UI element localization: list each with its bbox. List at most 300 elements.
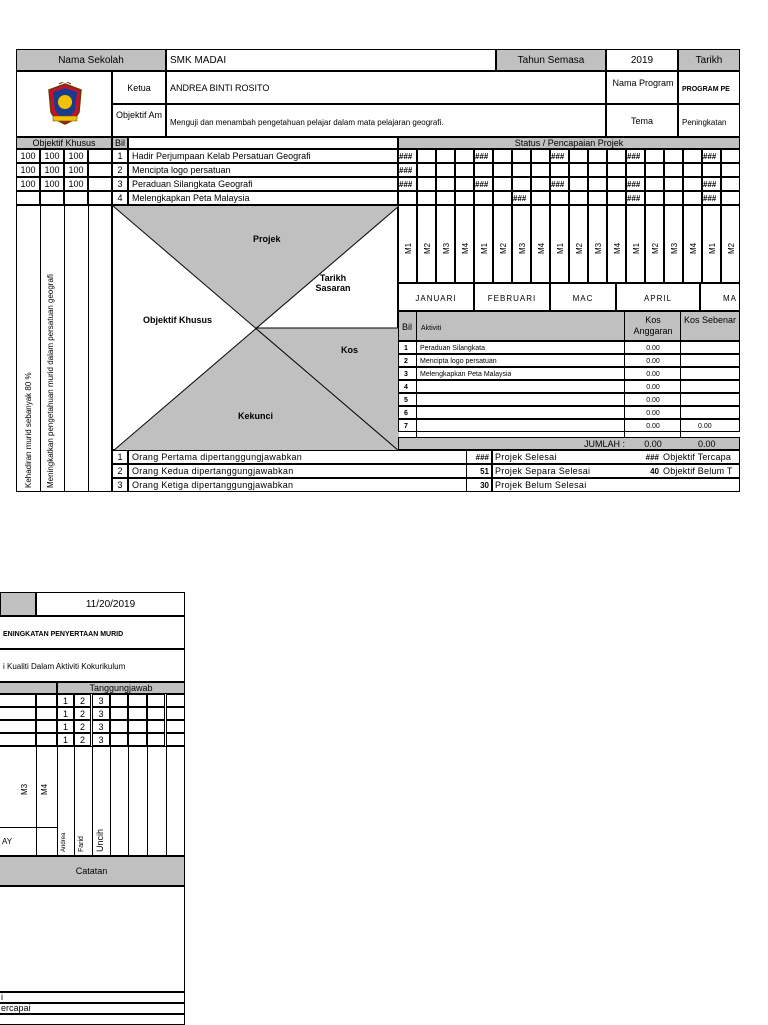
- s2-blank: [36, 733, 57, 746]
- status-hash: ###: [703, 152, 717, 161]
- status-hash: ###: [475, 152, 489, 161]
- s2-name-uncih: Uncih: [95, 828, 105, 852]
- status-cell: [493, 163, 512, 177]
- week-cell: [455, 205, 474, 283]
- s2-blank: [128, 733, 147, 746]
- s2-catatan-header: [0, 856, 185, 886]
- week-label: M3: [670, 242, 679, 254]
- week-label: M1: [708, 242, 717, 254]
- s2-blank: [0, 720, 36, 733]
- status-cell: [607, 149, 626, 163]
- status-cell: [721, 177, 740, 191]
- week-cell: [474, 205, 493, 283]
- status-cell: [417, 163, 436, 177]
- s2-num-cell: [57, 694, 74, 707]
- activity-name: Mencipta logo persatuan: [420, 358, 497, 365]
- label-projek: Projek: [253, 234, 281, 244]
- activity-name: Peraduan Silangkata: [420, 345, 485, 352]
- obj-cell: [40, 149, 64, 163]
- status-header: [398, 137, 740, 149]
- project-row: [0, 177, 768, 191]
- theme-value-cell: [678, 104, 740, 137]
- leader-value-cell: [166, 71, 606, 104]
- week-label: M3: [442, 242, 451, 254]
- status-cell: [550, 177, 569, 191]
- s2-blank: [110, 694, 128, 707]
- summary-label2: Objektif Tercapa: [663, 452, 732, 462]
- activity-anggaran: 0.00: [646, 397, 660, 404]
- obj-value: 100: [68, 179, 84, 189]
- status-cell: [455, 191, 474, 205]
- status-cell: [512, 163, 531, 177]
- project-bil: [112, 191, 128, 205]
- status-cell: [683, 191, 702, 205]
- status-cell: [588, 163, 607, 177]
- person-text-value: Orang Kedua dipertanggungjawabkan: [132, 466, 294, 476]
- status-cell: [531, 163, 550, 177]
- status-cell: [455, 163, 474, 177]
- activity-row: [398, 406, 740, 419]
- status-cell: [417, 191, 436, 205]
- s2-num-cell: [74, 720, 91, 733]
- summary-value-text: 30: [480, 481, 489, 490]
- month-label: MAC: [572, 294, 594, 303]
- summary-value: [466, 464, 492, 478]
- objective-label-cell: [112, 104, 166, 137]
- school-label-cell: [16, 49, 166, 71]
- objective-label: Objektif Am: [115, 110, 162, 120]
- obj-value: 100: [68, 165, 84, 175]
- label-kekunci: Kekunci: [238, 411, 274, 421]
- status-cell: [455, 149, 474, 163]
- status-cell: [664, 163, 683, 177]
- status-cell: [664, 191, 683, 205]
- person-bil-text: 3: [117, 480, 123, 490]
- obj-cell: [40, 191, 64, 205]
- status-cell: [512, 149, 531, 163]
- obj-spacer: [88, 177, 112, 191]
- s2-blank: [36, 720, 57, 733]
- status-hash: ###: [627, 152, 641, 161]
- x-diagram: [112, 205, 398, 450]
- s2-num: 1: [62, 735, 68, 745]
- status-cell: [436, 191, 455, 205]
- s2-month-cont: AY: [2, 837, 13, 846]
- week-label: M4: [689, 242, 698, 254]
- activity-anggaran: 0.00: [646, 410, 660, 417]
- week-cell: [664, 205, 683, 283]
- s2-blank: [36, 694, 57, 707]
- week-label: M2: [575, 242, 584, 254]
- project-bil-text: 1: [117, 151, 123, 161]
- month-cell: [398, 283, 474, 311]
- jumlah-anggaran: 0.00: [644, 439, 662, 449]
- status-cell: [588, 191, 607, 205]
- project-bil-text: 4: [117, 193, 123, 203]
- jumlah-label: JUMLAH :: [583, 439, 625, 449]
- activity-row: [398, 354, 740, 367]
- year-label-cell: [496, 49, 606, 71]
- status-cell: [436, 163, 455, 177]
- person-bil-text: 2: [117, 466, 123, 476]
- status-hash: ###: [627, 194, 641, 203]
- s2-num-cell: [92, 733, 110, 746]
- obj-cell: [16, 177, 40, 191]
- status-cell: [702, 149, 721, 163]
- obj-cell: [64, 177, 88, 191]
- s2-date-cell: [36, 592, 185, 616]
- status-cell: [569, 177, 588, 191]
- s2-num-cell: [57, 733, 74, 746]
- leader-label-cell: [112, 71, 166, 104]
- program-label-cell: [606, 71, 678, 104]
- specific-obj-header: [16, 137, 112, 149]
- theme-label: Tema: [630, 116, 653, 126]
- activity-header: [398, 311, 740, 341]
- obj-value: 100: [20, 165, 36, 175]
- program-label: Nama Program: [612, 78, 674, 88]
- status-cell: [398, 177, 417, 191]
- status-cell: [721, 149, 740, 163]
- s2-num-cell: [74, 733, 91, 746]
- obj-value: 100: [44, 179, 60, 189]
- week-cell: [531, 205, 550, 283]
- obj-value: 100: [20, 179, 36, 189]
- s2-num-cell: [74, 707, 91, 720]
- jumlah-row: [398, 437, 740, 450]
- person-bil: [112, 478, 128, 492]
- s2-theme-cell: [0, 649, 185, 682]
- person-text-value: Orang Ketiga dipertanggungjawabkan: [132, 480, 294, 490]
- year-label: Tahun Semasa: [517, 55, 585, 66]
- summary-label-text: Projek Separa Selesai: [495, 466, 591, 476]
- status-cell: [626, 191, 645, 205]
- s2-blank: [0, 707, 36, 720]
- week-label: M1: [480, 242, 489, 254]
- status-cell: [645, 191, 664, 205]
- s2-num: 3: [98, 722, 104, 732]
- activity-row: [398, 393, 740, 406]
- status-cell: [417, 149, 436, 163]
- status-cell: [569, 149, 588, 163]
- school-value-cell: [166, 49, 496, 71]
- s2-blank: [147, 694, 165, 707]
- status-cell: [550, 191, 569, 205]
- month-cell: [474, 283, 550, 311]
- week-label: M2: [727, 242, 736, 254]
- specific-obj-label: Objektif Khusus: [32, 138, 96, 148]
- s2-blank: [0, 733, 36, 746]
- month-cell: [616, 283, 700, 311]
- person-text: [128, 450, 492, 464]
- s2-num-cell: [92, 720, 110, 733]
- project-row: [0, 163, 768, 177]
- status-cell: [474, 163, 493, 177]
- activity-bil: 6: [404, 410, 408, 417]
- s2-blank: [166, 733, 185, 746]
- status-hash: ###: [551, 152, 565, 161]
- s2-blank: [128, 694, 147, 707]
- activity-bil: 2: [404, 358, 408, 365]
- summary-label: [492, 450, 740, 464]
- status-cell: [474, 149, 493, 163]
- summary-value-text: ###: [475, 453, 489, 462]
- summary-label-text: Projek Selesai: [495, 452, 557, 462]
- project-name: [128, 149, 398, 163]
- status-cell: [474, 177, 493, 191]
- activity-anggaran: 0.00: [646, 371, 660, 378]
- activity-anggaran: 0.00: [646, 384, 660, 391]
- s2-footer-3: [0, 1014, 185, 1025]
- week-label: M4: [537, 242, 546, 254]
- s2-blank: [166, 707, 185, 720]
- logo-cell: [16, 71, 112, 137]
- act-anggaran-label: Kos Anggaran: [633, 315, 673, 336]
- status-cell: [455, 177, 474, 191]
- s2-blank: [166, 694, 185, 707]
- status-cell: [436, 149, 455, 163]
- status-cell: [664, 149, 683, 163]
- status-hash: ###: [703, 180, 717, 189]
- s2-footer-2: [0, 1003, 185, 1014]
- objective-value-cell: [166, 104, 606, 137]
- week-cell: [436, 205, 455, 283]
- date-label-cell: [678, 49, 740, 71]
- week-cell: [550, 205, 569, 283]
- week-label: M1: [632, 242, 641, 254]
- status-cell: [626, 149, 645, 163]
- s2-footer-2-text: ercapai: [1, 1003, 31, 1013]
- month-cell: [700, 283, 740, 311]
- s2-num: 1: [62, 696, 68, 706]
- project-bil: [112, 177, 128, 191]
- program-value: PROGRAM PE: [682, 86, 730, 93]
- label-kos: Kos: [341, 345, 359, 355]
- s2-catatan-box: [0, 886, 185, 992]
- week-cell: [702, 205, 721, 283]
- s2-blank: [147, 720, 165, 733]
- status-cell: [702, 191, 721, 205]
- person-text-value: Orang Pertama dipertanggungjawabkan: [132, 452, 303, 462]
- status-cell: [664, 177, 683, 191]
- activity-row: [398, 419, 740, 432]
- s2-blank: [166, 720, 185, 733]
- act-sebenar-label: Kos Sebenar: [683, 315, 737, 325]
- status-cell: [493, 177, 512, 191]
- status-cell: [512, 177, 531, 191]
- s2-num: 3: [98, 696, 104, 706]
- activity-bil: 7: [404, 423, 408, 430]
- status-hash: ###: [475, 180, 489, 189]
- status-label: Status / Pencapaian Projek: [514, 138, 624, 148]
- week-cell: [512, 205, 531, 283]
- obj-cell: [16, 149, 40, 163]
- act-bil-label: Bil: [402, 322, 413, 332]
- year-value: 2019: [630, 55, 654, 66]
- status-cell: [626, 177, 645, 191]
- status-cell: [645, 163, 664, 177]
- activity-anggaran: 0.00: [646, 423, 660, 430]
- month-label: APRIL: [643, 294, 673, 303]
- status-hash: ###: [399, 166, 413, 175]
- project-name: [128, 163, 398, 177]
- activity-bil: 3: [404, 371, 408, 378]
- month-label: FEBRUARI: [487, 294, 537, 303]
- status-cell: [683, 177, 702, 191]
- obj-spacer: [88, 149, 112, 163]
- week-cell: [721, 205, 740, 283]
- status-cell: [569, 191, 588, 205]
- month-cell: [550, 283, 616, 311]
- status-cell: [626, 163, 645, 177]
- week-label: M4: [461, 242, 470, 254]
- year-value-cell: [606, 49, 678, 71]
- s2-blank: [110, 720, 128, 733]
- s2-num: 3: [98, 735, 104, 745]
- status-cell: [531, 177, 550, 191]
- s2-num-cell: [92, 694, 110, 707]
- obj-cell: [64, 191, 88, 205]
- s2-week-m4: M4: [40, 783, 49, 795]
- summary-value-text: 51: [480, 467, 489, 476]
- status-hash: ###: [627, 180, 641, 189]
- status-hash: ###: [399, 180, 413, 189]
- s2-name-farid: Farid: [78, 836, 85, 852]
- status-cell: [588, 149, 607, 163]
- activity-bil: 5: [404, 397, 408, 404]
- act-aktiviti-label: Aktiviti: [421, 325, 442, 332]
- week-cell: [645, 205, 664, 283]
- s2-num: 1: [62, 722, 68, 732]
- s2-grey-cell: [0, 592, 36, 616]
- project-name-text: Peraduan Silangkata Geografi: [132, 179, 253, 189]
- status-cell: [607, 177, 626, 191]
- activity-anggaran: 0.00: [646, 358, 660, 365]
- summary-value2: ###: [645, 453, 659, 462]
- theme-label-cell: [606, 104, 678, 137]
- label-tarikh-sasaran: Tarikh Sasaran: [315, 273, 351, 293]
- s2-blank: [128, 720, 147, 733]
- status-cell: [398, 191, 417, 205]
- status-cell: [493, 191, 512, 205]
- status-cell: [721, 191, 740, 205]
- week-label: M2: [499, 242, 508, 254]
- status-hash: ###: [703, 194, 717, 203]
- date-label: Tarikh: [695, 55, 723, 66]
- week-cell: [607, 205, 626, 283]
- status-cell: [474, 191, 493, 205]
- project-name-text: Hadir Perjumpaan Kelab Persatuan Geografi: [132, 151, 311, 161]
- week-label: M2: [651, 242, 660, 254]
- activity-row: [398, 341, 740, 354]
- s2-grey-header: [0, 682, 57, 694]
- project-bil-text: 2: [117, 165, 123, 175]
- summary-label: [492, 478, 740, 492]
- month-label: JANUARI: [415, 294, 457, 303]
- activity-row: [398, 367, 740, 380]
- week-cell: [569, 205, 588, 283]
- s2-num-cell: [57, 707, 74, 720]
- s2-tanggung-label: Tanggungjawab: [89, 683, 153, 693]
- s2-num: 2: [79, 696, 85, 706]
- project-bil: [112, 149, 128, 163]
- summary-value: [466, 450, 492, 464]
- theme-value: Peningkatan: [682, 118, 727, 127]
- summary-value2: 40: [650, 467, 659, 476]
- obj-cell: [16, 163, 40, 177]
- person-text: [128, 478, 492, 492]
- program-value-cell: [678, 71, 740, 104]
- bil-label: Bil: [115, 138, 126, 148]
- status-cell: [702, 163, 721, 177]
- project-row: [0, 149, 768, 163]
- s2-blank: [36, 707, 57, 720]
- status-cell: [436, 177, 455, 191]
- week-label: M3: [594, 242, 603, 254]
- vertical-text-1: Kehadiran murid sebanyak 80 %: [24, 372, 33, 488]
- project-bil-text: 3: [117, 179, 123, 189]
- leader-value: ANDREA BINTI ROSITO: [170, 83, 270, 93]
- obj-value: 100: [20, 151, 36, 161]
- person-bil: [112, 450, 128, 464]
- status-hash: ###: [551, 180, 565, 189]
- s2-tanggung-header: [57, 682, 185, 694]
- school-value: SMK MADAI: [170, 55, 227, 66]
- activity-row: [398, 380, 740, 393]
- week-cell: [398, 205, 417, 283]
- bil-header: [112, 137, 128, 149]
- status-cell: [493, 149, 512, 163]
- status-hash: ###: [513, 194, 527, 203]
- vertical-text-2: Meningkatkan pengetahuan murid dalam persatuan geografi: [46, 274, 55, 488]
- week-cell: [588, 205, 607, 283]
- school-label: Nama Sekolah: [58, 55, 124, 66]
- status-cell: [550, 149, 569, 163]
- s2-num-cell: [74, 694, 91, 707]
- s2-week-m3: M3: [20, 783, 29, 795]
- person-bil: [112, 464, 128, 478]
- week-cell: [626, 205, 645, 283]
- obj-spacer: [88, 163, 112, 177]
- s2-blank: [0, 694, 36, 707]
- s2-date-value: 11/20/2019: [85, 599, 136, 610]
- obj-cell: [64, 149, 88, 163]
- status-cell: [569, 163, 588, 177]
- week-label: M3: [518, 242, 527, 254]
- s2-blank: [110, 707, 128, 720]
- school-crest-icon: [45, 82, 85, 126]
- s2-theme-value: i Kualiti Dalam Aktiviti Kokurikulum: [3, 662, 126, 671]
- s2-program-value: ENINGKATAN PENYERTAAN MURID: [3, 631, 124, 638]
- person-text: [128, 464, 492, 478]
- s2-blank: [147, 733, 165, 746]
- activity-bil: 4: [404, 384, 408, 391]
- project-name-text: Mencipta logo persatuan: [132, 165, 231, 175]
- week-label: M4: [613, 242, 622, 254]
- week-cell: [417, 205, 436, 283]
- s2-num: 3: [98, 709, 104, 719]
- s2-num: 2: [79, 722, 85, 732]
- project-bil: [112, 163, 128, 177]
- status-cell: [607, 163, 626, 177]
- summary-label: [492, 464, 740, 478]
- label-objektif-khusus: Objektif Khusus: [143, 315, 213, 325]
- summary-value: [466, 478, 492, 492]
- summary-label2: Objektif Belum T: [663, 466, 733, 476]
- week-label: M2: [423, 242, 432, 254]
- s2-catatan-label: Catatan: [75, 866, 108, 876]
- status-cell: [398, 163, 417, 177]
